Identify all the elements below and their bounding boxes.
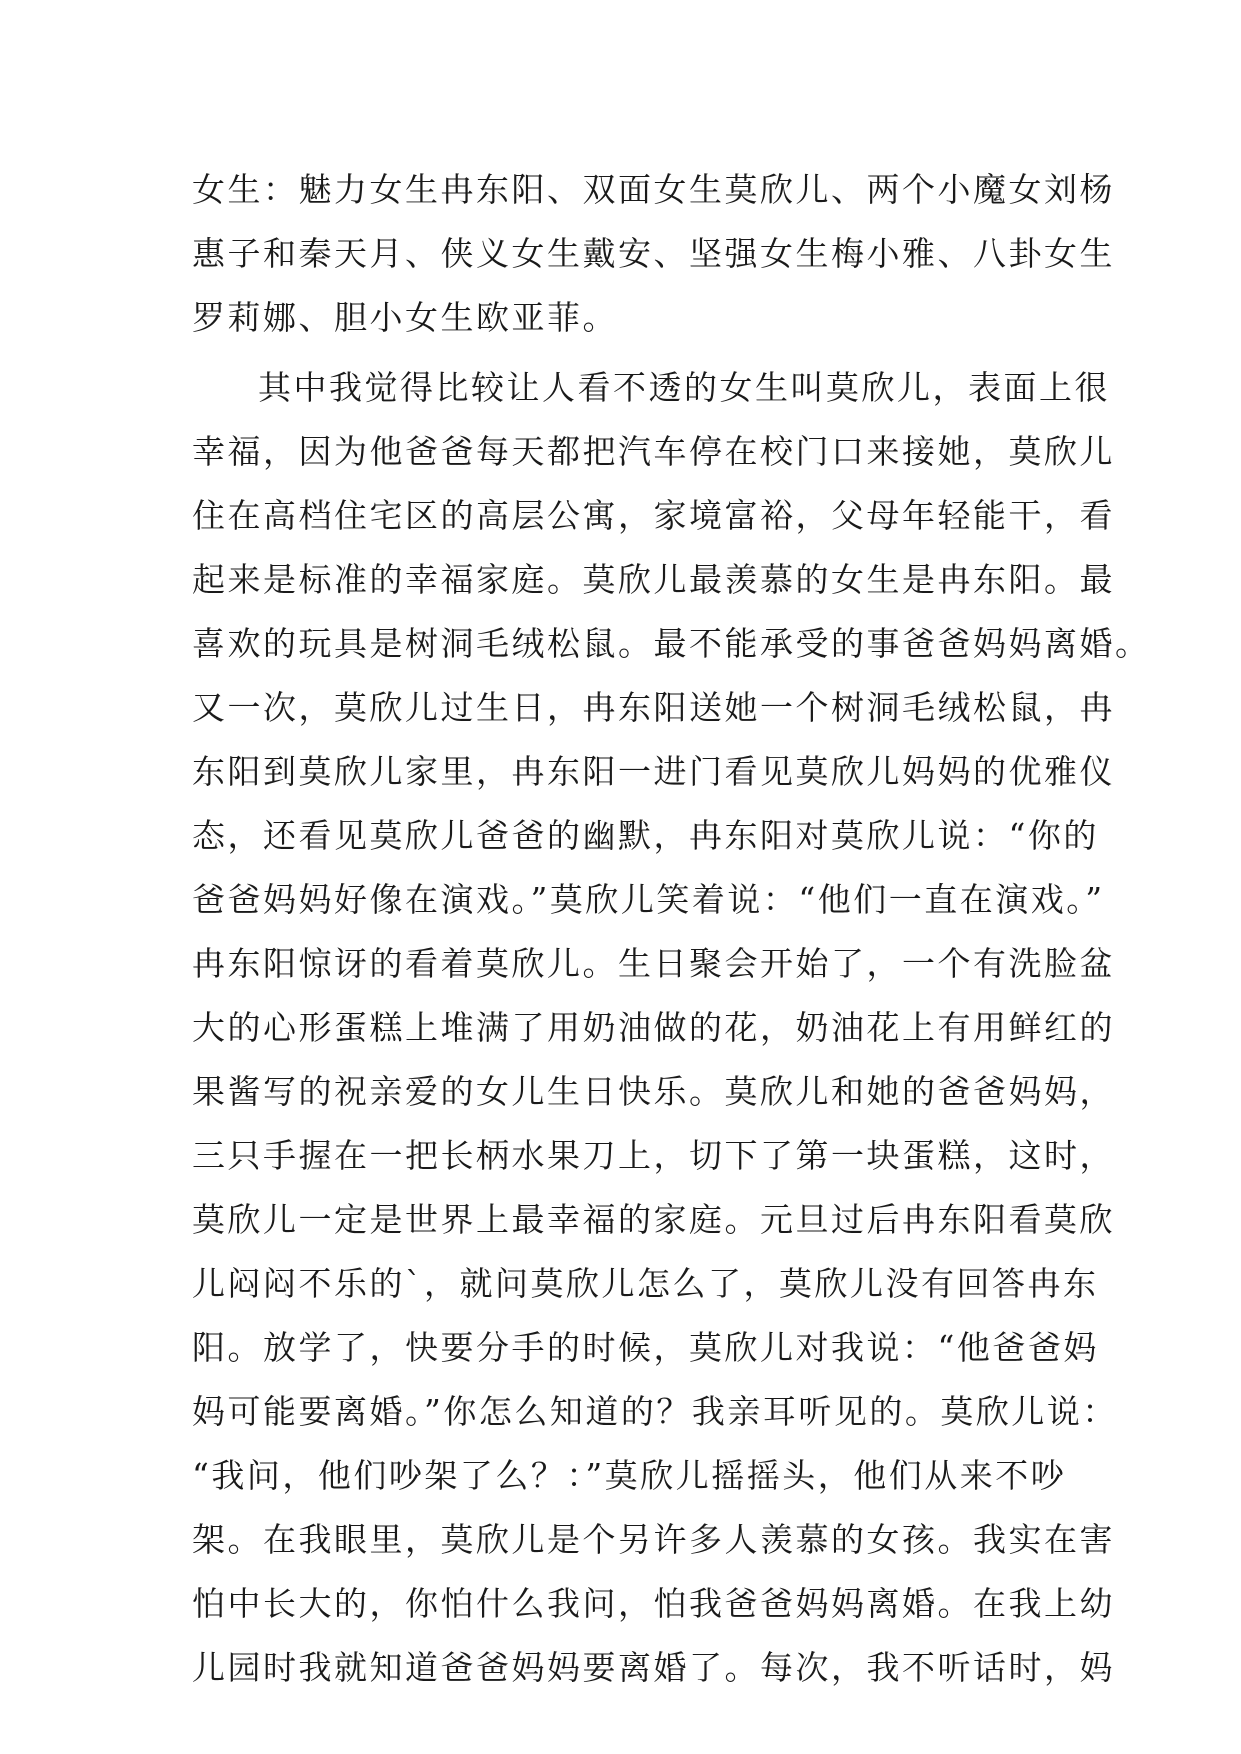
- text-line: 幸福，因为他爸爸每天都把汽车停在校门口来接她，莫欣儿: [192, 432, 1115, 471]
- text-line: 起来是标准的幸福家庭。莫欣儿最羡慕的女生是冉东阳。最: [192, 560, 1115, 599]
- text-line: 果酱写的祝亲爱的女儿生日快乐。莫欣儿和她的爸爸妈妈，: [192, 1072, 1115, 1111]
- document-body: [192, 158, 1151, 1700]
- paragraph-2: [192, 356, 1151, 1700]
- text-line: 罗莉娜、胆小女生欧亚菲。: [192, 298, 618, 337]
- text-line: 三只手握在一把长柄水果刀上，切下了第一块蛋糕，这时，: [192, 1136, 1115, 1175]
- text-line: 冉东阳惊讶的看着莫欣儿。生日聚会开始了，一个有洗脸盆: [192, 944, 1115, 983]
- text-line: 惠子和秦天月、侠义女生戴安、坚强女生梅小雅、八卦女生: [192, 234, 1115, 273]
- text-line: 儿闷闷不乐的`，就问莫欣儿怎么了，莫欣儿没有回答冉东: [192, 1264, 1099, 1303]
- text-line: 怕中长大的，你怕什么我问，怕我爸爸妈妈离婚。在我上幼: [192, 1584, 1115, 1623]
- text-line: 妈可能要离婚。”你怎么知道的？我亲耳听见的。莫欣儿说：: [192, 1392, 1118, 1431]
- text-line: 架。在我眼里，莫欣儿是个另许多人羡慕的女孩。我实在害: [192, 1520, 1115, 1559]
- text-line: 又一次，莫欣儿过生日，冉东阳送她一个树洞毛绒松鼠，冉: [192, 688, 1115, 727]
- text-line: 儿园时我就知道爸爸妈妈要离婚了。每次，我不听话时，妈: [192, 1648, 1115, 1687]
- text-line: 爸爸妈妈好像在演戏。”莫欣儿笑着说：“他们一直在演戏。”: [192, 880, 1105, 919]
- text-line: 大的心形蛋糕上堆满了用奶油做的花，奶油花上有用鲜红的: [192, 1008, 1115, 1047]
- text-line: 态，还看见莫欣儿爸爸的幽默，冉东阳对莫欣儿说：“你的: [192, 816, 1099, 855]
- text-line: “我问，他们吵架了么？：”莫欣儿摇摇头，他们从来不吵: [192, 1456, 1067, 1495]
- text-line: 其中我觉得比较让人看不透的女生叫莫欣儿，表面上很: [258, 368, 1110, 407]
- paragraph-1: [192, 158, 1115, 350]
- text-line: 阳。放学了，快要分手的时候，莫欣儿对我说：“他爸爸妈: [192, 1328, 1099, 1367]
- text-line: 东阳到莫欣儿家里，冉东阳一进门看见莫欣儿妈妈的优雅仪: [192, 752, 1115, 791]
- text-line: 住在高档住宅区的高层公寓，家境富裕，父母年轻能干，看: [192, 496, 1115, 535]
- text-line: 莫欣儿一定是世界上最幸福的家庭。元旦过后冉东阳看莫欣: [192, 1200, 1115, 1239]
- text-line: 喜欢的玩具是树洞毛绒松鼠。最不能承受的事爸爸妈妈离婚。: [192, 624, 1151, 663]
- text-line: 女生：魅力女生冉东阳、双面女生莫欣儿、两个小魔女刘杨: [192, 170, 1115, 209]
